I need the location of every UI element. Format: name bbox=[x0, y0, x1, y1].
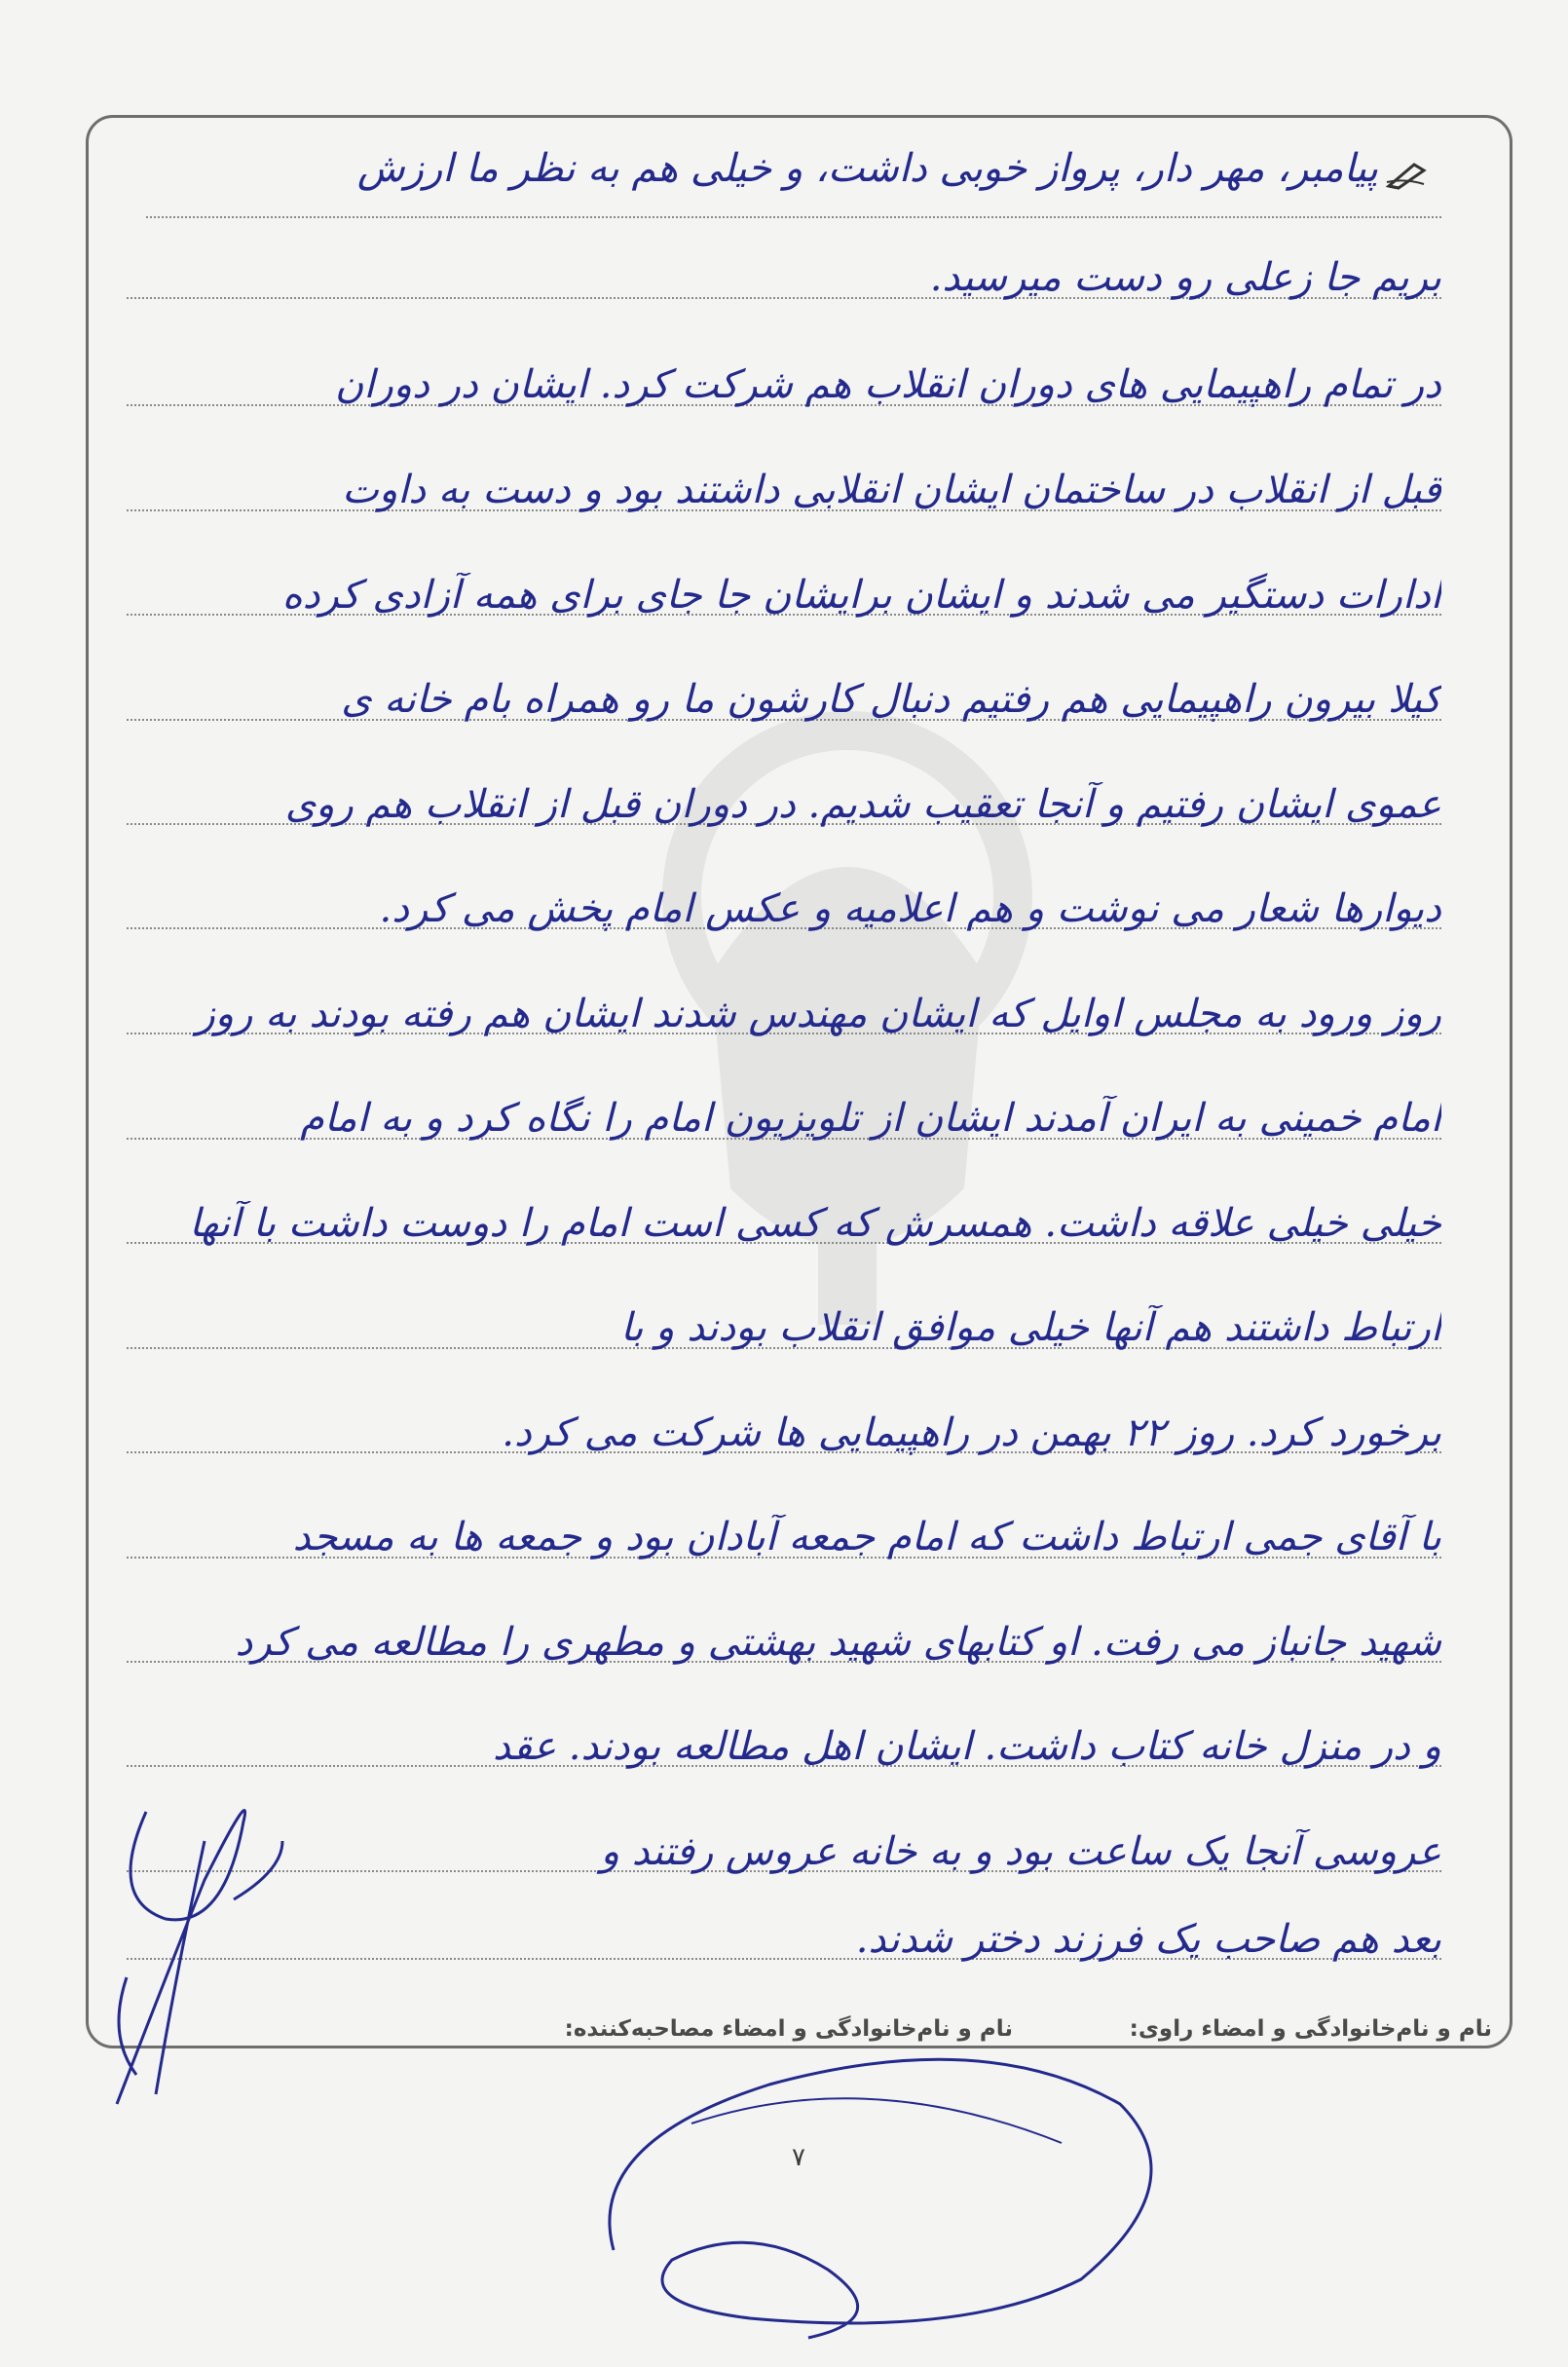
handwritten-line: و در منزل خانه کتاب داشت. ایشان اهل مطالعه بودند. عقد bbox=[492, 1724, 1441, 1769]
interviewer-signature-label: نام و نام‌خانوادگی و امضاء مصاحبه‌کننده: bbox=[564, 2016, 1013, 2042]
handwritten-line: شهید جانباز می رفت. او کتابهای شهید بهشتی و مطهری را مطالعه می کرد bbox=[235, 1620, 1441, 1665]
handwritten-line: در تمام راهپیمایی های دوران انقلاب هم شرکت کرد. ایشان در دوران bbox=[335, 362, 1441, 407]
handwritten-line: بریم جا زعلی رو دست میرسید. bbox=[929, 255, 1441, 300]
signature-center bbox=[575, 2026, 1178, 2348]
handwritten-line: دیوارها شعار می نوشت و هم اعلامیه و عکس امام پخش می کرد. bbox=[379, 886, 1441, 931]
handwritten-line: امام خمینی به ایران آمدند ایشان از تلویزیون امام را نگاه کرد و به امام bbox=[300, 1096, 1441, 1141]
handwritten-line: عموی ایشان رفتیم و آنجا تعقیب شدیم. در دوران قبل از انقلاب هم روی bbox=[284, 782, 1441, 827]
pen-icon bbox=[1385, 161, 1428, 190]
handwritten-line: ادارات دستگیر می شدند و ایشان برایشان جا جای برای همه آزادی کرده bbox=[281, 573, 1441, 618]
handwritten-line: خیلی خیلی علاقه داشت. همسرش که کسی است امام را دوست داشت با آنها bbox=[189, 1201, 1441, 1246]
handwritten-line: با آقای جمی ارتباط داشت که امام جمعه آبادان بود و جمعه ها به مسجد bbox=[292, 1515, 1441, 1559]
page-number: ۷ bbox=[792, 2143, 805, 2172]
signature-left bbox=[88, 1783, 312, 2123]
handwritten-line: روز ورود به مجلس اوایل که ایشان مهندس شدند ایشان هم رفته بودند به روز bbox=[196, 992, 1441, 1036]
ruled-line bbox=[146, 216, 1441, 218]
handwritten-line: پیامبر، مهر دار، پرواز خوبی داشت، و خیلی هم به نظر ما ارزش bbox=[356, 146, 1378, 191]
handwritten-line: ارتباط داشتند هم آنها خیلی موافق انقلاب بودند و با bbox=[620, 1305, 1441, 1350]
handwritten-line: عروسی آنجا یک ساعت بود و به خانه عروس رفتند و bbox=[600, 1829, 1441, 1874]
handwritten-line: کیلا بیرون راهپیمایی هم رفتیم دنبال کارشون ما رو همراه بام خانه ی bbox=[341, 677, 1441, 722]
narrator-signature-label: نام و نام‌خانوادگی و امضاء راوی: bbox=[1129, 2016, 1492, 2042]
handwritten-line: برخورد کرد. روز ۲۲ بهمن در راهپیمایی ها شرکت می کرد. bbox=[502, 1410, 1441, 1455]
handwritten-line: بعد هم صاحب یک فرزند دختر شدند. bbox=[855, 1917, 1441, 1962]
handwritten-line: قبل از انقلاب در ساختمان ایشان انقلابی داشتند بود و دست به داوت bbox=[342, 468, 1441, 512]
